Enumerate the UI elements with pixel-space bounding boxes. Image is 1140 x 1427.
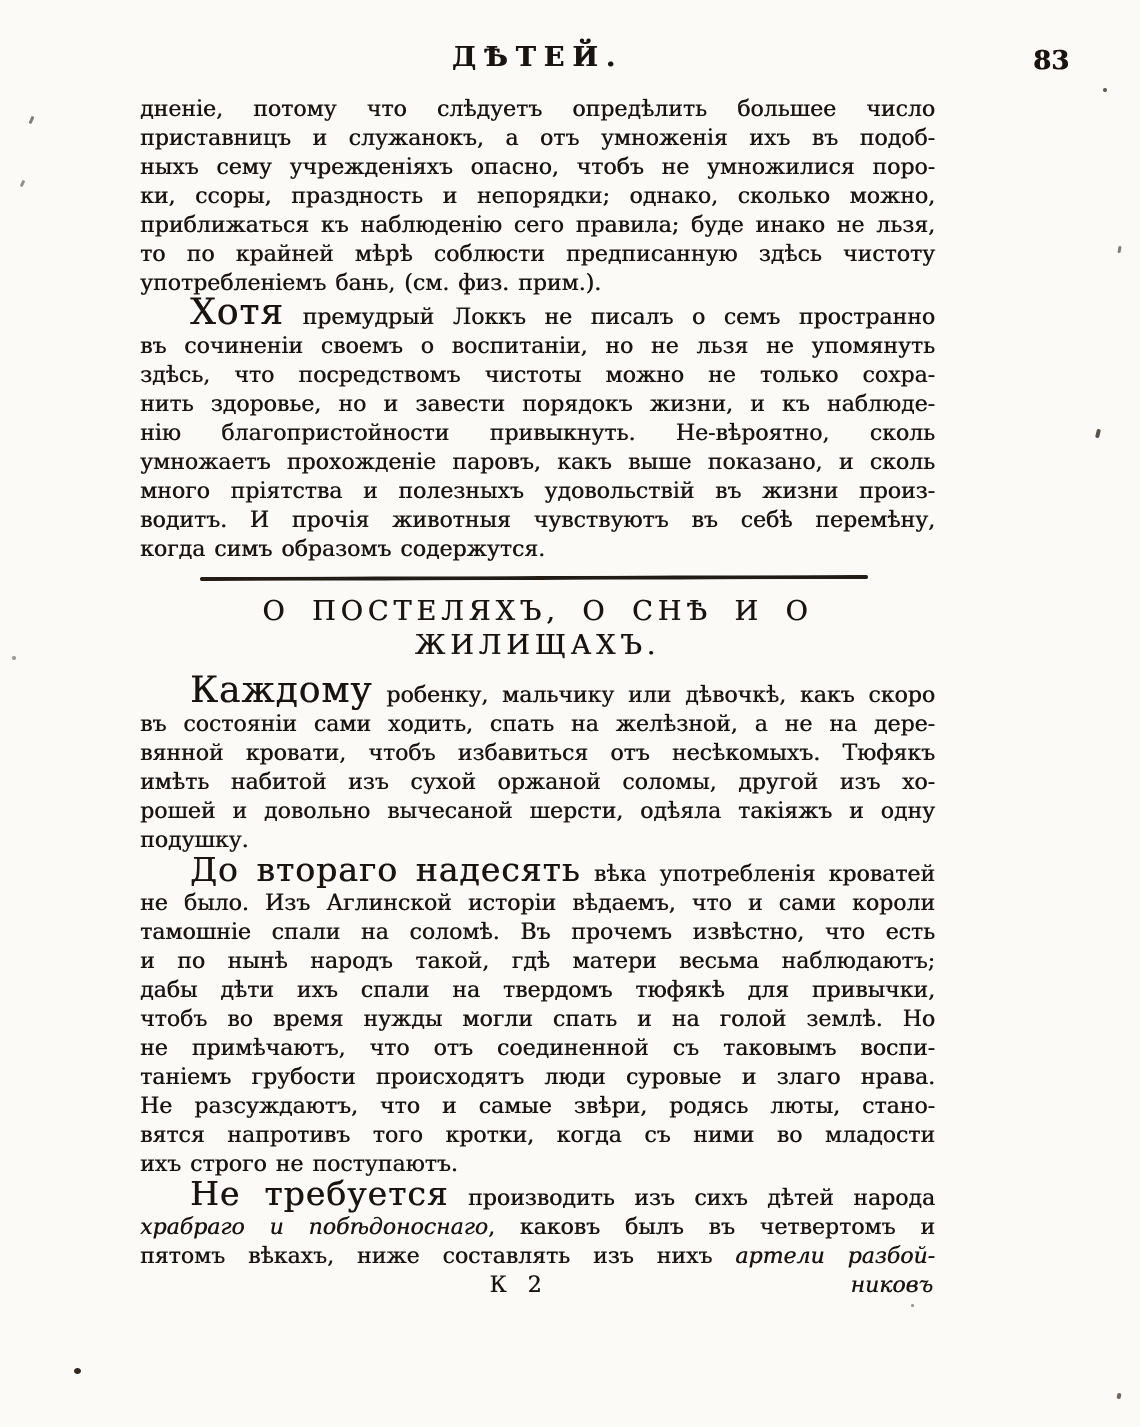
ink-speck bbox=[911, 1304, 914, 1307]
roman-text: пятомъ вѣкахъ, ниже составлять изъ нихъ bbox=[140, 1244, 736, 1269]
text-line: когда симъ образомъ содержутся. bbox=[140, 537, 546, 562]
text-line: приставницъ и служанокъ, а отъ умноженія ихъ въ подоб- bbox=[140, 126, 935, 151]
text-line: приближаться къ наблюденію сего правила; буде инако не льзя, bbox=[140, 213, 935, 238]
paragraph-do-vtorago bbox=[140, 850, 935, 1179]
text-line: таніемъ грубости происходятъ люди суровые и злаго нрава. bbox=[140, 1065, 935, 1090]
text-line: умножаетъ прохожденіе паровъ, какъ выше показано, и сколь bbox=[140, 450, 935, 475]
text-line: дабы дѣти ихъ спали на твердомъ тюфякѣ для привычки, bbox=[140, 978, 935, 1003]
text-line: водитъ. И прочія животныя чувствуютъ въ себѣ перемѣну, bbox=[140, 508, 935, 533]
lead-word: Хотя bbox=[190, 292, 284, 333]
section-heading: О ПОСТЕЛЯХЪ, О СНѢ И О ЖИЛИЩАХЪ. bbox=[262, 596, 813, 661]
ink-speck bbox=[1095, 429, 1101, 439]
text-line: вянной кровати, чтобъ избавиться отъ несѣкомыхъ. Тюфякъ bbox=[140, 741, 935, 766]
paragraph-lead-line bbox=[140, 292, 935, 333]
paragraph-continuation bbox=[140, 95, 935, 298]
text-line: не примѣчаютъ, что отъ соединенной съ таковымъ воспи- bbox=[140, 1036, 935, 1061]
text-line: здѣсь, что посредствомъ чистоты можно не только сохра- bbox=[140, 363, 935, 388]
ink-speck bbox=[20, 180, 26, 188]
italic-text: храбраго и побѣдоноснаго bbox=[140, 1215, 488, 1240]
section-divider-rule bbox=[200, 575, 868, 581]
ink-speck bbox=[1117, 246, 1121, 253]
text-line: въ состояніи сами ходить, спать на желѣзной, а не на дере- bbox=[140, 712, 935, 737]
text-line: ихъ строго не поступаютъ. bbox=[140, 1152, 458, 1177]
lead-word: До втораго надесять bbox=[190, 850, 581, 889]
lead-rest-text: производить изъ сихъ дѣтей народа bbox=[468, 1186, 935, 1211]
lead-rest-text: премудрый Локкъ не писалъ о семъ пространно bbox=[302, 305, 935, 330]
lead-word: Каждому bbox=[190, 670, 373, 711]
text-column bbox=[140, 95, 935, 1300]
paragraph-kazhdomu bbox=[140, 670, 935, 855]
catchword: никовъ bbox=[850, 1273, 933, 1298]
ink-speck bbox=[1103, 88, 1107, 92]
lead-rest-text: вѣка употребленія кроватей bbox=[593, 862, 935, 887]
roman-text: , каковъ былъ въ четвертомъ и bbox=[487, 1215, 935, 1240]
lead-rest-text: робенку, мальчику или дѣвочкѣ, какъ скоро bbox=[386, 683, 935, 708]
paragraph-lead-line bbox=[140, 670, 935, 711]
text-line: имѣть набитой изъ сухой оржаной соломы, другой изъ хо- bbox=[140, 770, 935, 795]
text-line: въ сочиненіи своемъ о воспитаніи, но не льзя не упомянуть bbox=[140, 334, 935, 359]
page-number: 83 bbox=[1033, 46, 1070, 76]
text-line: чтобъ во время нужды могли спать и на голой землѣ. Но bbox=[140, 1007, 935, 1032]
text-line-mixed bbox=[140, 1213, 935, 1242]
ink-speck bbox=[12, 656, 16, 660]
running-header bbox=[140, 42, 1070, 78]
text-line: Не разсуждаютъ, что и самые звѣри, родясь люты, стано- bbox=[140, 1094, 935, 1119]
lead-word: Не требуется bbox=[190, 1174, 449, 1213]
text-line: дненіе, потому что слѣдуетъ опредѣлить большее число bbox=[140, 97, 935, 122]
page-footer bbox=[140, 1271, 935, 1300]
running-title: ДѢТЕЙ. bbox=[451, 42, 624, 73]
text-line: нію благопристойности привыкнуть. Не-вѣроятно, сколь bbox=[140, 421, 935, 446]
text-line: то по крайней мѣрѣ соблюсти предписанную здѣсь чистоту bbox=[140, 242, 935, 267]
text-line: ки, ссоры, праздность и непорядки; однако, сколько можно, bbox=[140, 184, 935, 209]
text-line: вятся напротивъ того кротки, когда съ ними во младости bbox=[140, 1123, 935, 1148]
text-line: много пріятства и полезныхъ удовольствій въ жизни произ- bbox=[140, 479, 935, 504]
italic-text: артели разбой- bbox=[735, 1244, 935, 1269]
ink-speck bbox=[74, 1368, 81, 1374]
text-line: ныхъ сему учрежденіяхъ опасно, чтобъ не умножилися поро- bbox=[140, 155, 935, 180]
text-line-mixed bbox=[140, 1242, 935, 1271]
text-line: подушку. bbox=[140, 828, 249, 853]
text-line: тамошніе спали на соломѣ. Въ прочемъ извѣстно, что есть bbox=[140, 920, 935, 945]
text-line: и по нынѣ народъ такой, гдѣ матери весьма наблюдаютъ; bbox=[140, 949, 935, 974]
text-line: употребленіемъ бань, (см. физ. прим.). bbox=[140, 271, 602, 296]
ink-speck bbox=[1116, 1393, 1121, 1400]
paragraph-ne-trebuetsya bbox=[140, 1174, 935, 1271]
text-line: нить здоровье, но и завести порядокъ жизни, и къ наблюде- bbox=[140, 392, 935, 417]
text-line: рошей и довольно вычесаной шерсти, одѣяла такіяжъ и одну bbox=[140, 799, 935, 824]
gathering-signature: К 2 bbox=[489, 1273, 542, 1298]
text-line: не было. Изъ Аглинской исторіи вѣдаемъ, что и сами короли bbox=[140, 891, 935, 916]
ink-speck bbox=[29, 116, 35, 125]
paragraph-khotya bbox=[140, 292, 935, 564]
paragraph-lead-line bbox=[140, 1174, 935, 1213]
paragraph-lead-line bbox=[140, 850, 935, 889]
